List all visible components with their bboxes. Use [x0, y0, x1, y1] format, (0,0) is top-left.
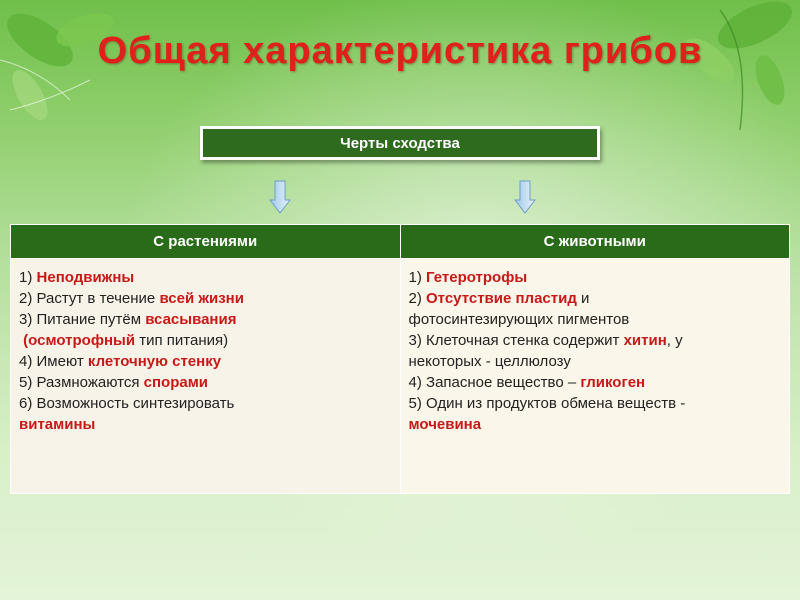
list-item [19, 288, 392, 309]
list-item [409, 309, 782, 330]
list-item [409, 267, 782, 288]
similarity-header-label: Черты сходства [340, 134, 460, 152]
list-item [409, 393, 782, 414]
list-text: 3) Питание путём [19, 311, 146, 328]
highlighted-term: всасывания [145, 311, 237, 328]
list-item [19, 267, 392, 288]
list-text: 2) [408, 290, 427, 307]
highlighted-term: клеточную стенку [87, 353, 222, 370]
list-text: 6) Возможность синтезировать [19, 395, 235, 412]
plants-cell [11, 259, 401, 494]
list-item [19, 414, 392, 435]
highlighted-term: гликоген [580, 374, 646, 391]
highlighted-term: Неподвижны [36, 269, 135, 286]
list-text: 4) Запасное вещество – [408, 374, 581, 391]
list-item [409, 288, 782, 309]
list-item [19, 309, 392, 330]
down-arrow-icon [514, 180, 536, 214]
list-item [409, 330, 782, 351]
list-item [19, 330, 392, 351]
list-text: и [576, 290, 590, 307]
list-item [19, 393, 392, 414]
highlighted-term: мочевина [408, 416, 482, 433]
highlighted-term: (осмотрофный [23, 332, 136, 349]
list-text: 1) [408, 269, 427, 286]
list-item [409, 351, 782, 372]
list-text: некоторых - целлюлозу [408, 353, 571, 370]
list-text: тип питания) [135, 332, 229, 349]
list-item [19, 351, 392, 372]
highlighted-term: Отсутствие пластид [426, 290, 577, 307]
leaf-decoration-icon [0, 0, 150, 150]
list-text: , у [666, 332, 683, 349]
similarity-header [200, 126, 600, 160]
highlighted-term: Гетеротрофы [426, 269, 528, 286]
list-item [19, 372, 392, 393]
list-text: 4) Имеют [19, 353, 88, 370]
comparison-table [10, 224, 790, 494]
list-item [409, 372, 782, 393]
highlighted-term: спорами [143, 374, 209, 391]
list-text: 1) [19, 269, 37, 286]
highlighted-term: витамины [19, 416, 96, 433]
list-text: 5) Один из продуктов обмена веществ - [408, 395, 686, 412]
down-arrow-icon [269, 180, 291, 214]
list-text: фотосинтезирующих пигментов [408, 311, 630, 328]
list-item [409, 414, 782, 435]
list-text: 2) Растут в течение [19, 290, 160, 307]
list-text: 5) Размножаются [19, 374, 144, 391]
list-text: 3) Клеточная стенка содержит [408, 332, 624, 349]
highlighted-term: всей жизни [159, 290, 244, 307]
header-plants: С растениями [11, 225, 401, 259]
animals-cell [400, 259, 790, 494]
highlighted-term: хитин [623, 332, 667, 349]
header-animals: С животными [400, 225, 790, 259]
page-title: Общая характеристика грибов [97, 30, 703, 72]
